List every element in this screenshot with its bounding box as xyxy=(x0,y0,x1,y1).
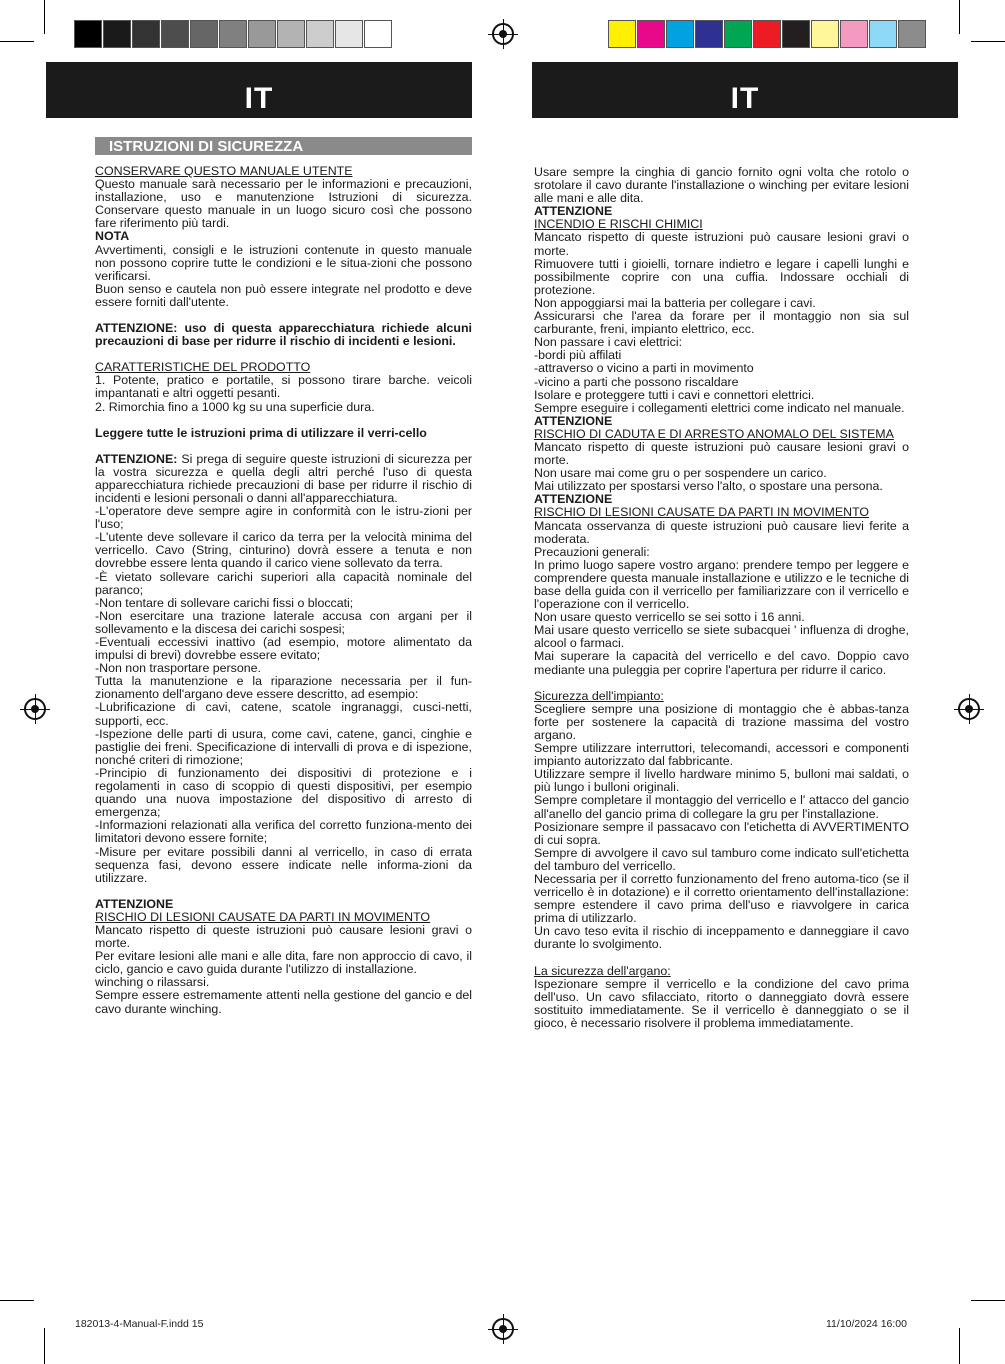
paragraph-text: Si prega di seguire queste istruzioni di sicurezza per la vostra sicurezza e quella degli altri perché l'uso di questa apparecchiatura richiede precauzioni di base per ridurre il rischio di incidenti e lesioni personali o danni all'apparecchiatura. xyxy=(95,451,472,505)
crop-mark xyxy=(971,1300,1005,1301)
color-swatch xyxy=(724,20,752,48)
color-swatch xyxy=(869,20,897,48)
paragraph: Utilizzare sempre il livello hardware minimo 5, bulloni mai saldati, o più lungo i bulloni originali. xyxy=(534,767,909,795)
paragraph: -L'utente deve sollevare il carico da terra per la velocità minima del verricello. Cavo (String, cinturino) dovrà essere a tenuta e non dovrebbe essere lenta quando il carico viene sollevato da terra. xyxy=(95,530,472,571)
paragraph: Precauzioni generali: xyxy=(534,544,650,559)
footer-datetime: 11/10/2024 16:00 xyxy=(826,1318,907,1330)
paragraph: CARATTERISTICHE DEL PRODOTTO xyxy=(95,360,311,375)
paragraph: NOTA xyxy=(95,229,130,244)
paragraph: Posizionare sempre il passacavo con l'etichetta di AVVERTIMENTO di cui sopra. xyxy=(534,819,909,847)
color-swatch xyxy=(637,20,665,48)
color-swatch xyxy=(840,20,868,48)
paragraph: Mancato rispetto di queste istruzioni può causare lesioni gravi o morte. xyxy=(95,922,472,951)
paragraph: -Principio di funzionamento dei dispositivi di protezione e i regolamenti in caso di scoppio di questi dispositivi, per esempio quando una nuova impostazione del dispositivo di arresto di emergenza; xyxy=(95,765,472,820)
registration-mark-icon xyxy=(492,23,514,45)
color-swatch xyxy=(132,20,160,48)
color-swatch xyxy=(306,20,334,48)
color-swatch xyxy=(161,20,189,48)
paragraph: -Non non trasportare persone. xyxy=(95,661,261,676)
language-header-left: IT xyxy=(46,62,472,118)
color-swatch xyxy=(190,20,218,48)
paragraph: 2. Rimorchia fino a 1000 kg su una superficie dura. xyxy=(95,399,375,414)
paragraph: -È vietato sollevare carichi superiori alla capacità nominale del paranco; xyxy=(95,569,472,597)
section-title: ISTRUZIONI DI SICUREZZA xyxy=(95,137,472,155)
paragraph: 1. Potente, pratico e portatile, si possono tirare barche. veicoli impantanati e altri oggetti pesanti. xyxy=(95,373,472,401)
paragraph: Leggere tutte le istruzioni prima di utilizzare il verri-cello xyxy=(95,425,427,440)
paragraph: Mai usare questo verricello se siete subacquei ' influenza di droghe, alcool o farmaci. xyxy=(534,623,909,651)
paragraph: RISCHIO DI CADUTA E DI ARRESTO ANOMALO DEL SISTEMA xyxy=(534,426,894,441)
color-swatch xyxy=(277,20,305,48)
paragraph: Tutta la manutenzione e la riparazione necessaria per il fun-zionamento dell'argano deve essere descritto, ad esempio: xyxy=(95,674,472,702)
color-swatch xyxy=(782,20,810,48)
registration-mark-icon xyxy=(24,698,46,720)
paragraph: Sempre utilizzare interruttori, telecomandi, accessori e componenti impianto autorizzato dal fabbricante. xyxy=(534,741,909,769)
paragraph: RISCHIO DI LESIONI CAUSATE DA PARTI IN MOVIMENTO xyxy=(534,505,870,520)
paragraph: Mancata osservanza di queste istruzioni può causare lievi ferite a moderata. xyxy=(534,518,909,546)
color-swatch xyxy=(248,20,276,48)
paragraph: -L'operatore deve sempre agire in conformità con le istru-zioni per l'uso; xyxy=(95,504,472,532)
paragraph: Un cavo teso evita il rischio di inceppamento e danneggiare il cavo durante lo svolgimento. xyxy=(534,924,909,952)
paragraph: Usare sempre la cinghia di gancio fornito ogni volta che rotolo o srotolare il cavo durante l'installazione o winching per evitare lesioni alle mani e alle dita. xyxy=(534,165,909,206)
paragraph: Non usare questo verricello se sei sotto i 16 anni. xyxy=(534,610,805,625)
paragraph-spacer xyxy=(95,885,472,898)
color-swatch xyxy=(898,20,926,48)
paragraph: Mai superare la capacità del verricello e del cavo. Doppio cavo mediante una puleggia per coprire l'apertura per ridurre il carico. xyxy=(534,649,909,677)
paragraph-spacer xyxy=(534,952,909,965)
registration-mark-icon xyxy=(492,1318,514,1340)
paragraph: Buon senso e cautela non può essere integrate nel prodotto e deve essere forniti dall'utente. xyxy=(95,281,472,309)
paragraph: CONSERVARE QUESTO MANUALE UTENTE xyxy=(95,164,353,178)
paragraph: ATTENZIONE xyxy=(534,204,613,219)
paragraph: Sempre di avvolgere il cavo sul tamburo come indicato sull'etichetta del tamburo del verricello. xyxy=(534,845,909,873)
paragraph: Rimuovere tutti i gioielli, tornare indietro e legare i capelli lunghi e possibilmente coprire con una cuffia. Indossare occhiali di protezione. xyxy=(534,256,909,297)
color-swatch xyxy=(695,20,723,48)
paragraph: Ispezionare sempre il verricello e la condizione del cavo prima dell'uso. Un cavo sfilacciato, ritorto o danneggiato dovrà essere sostituito immediatamente. Se il verricello è danneggiato o se il gioco, è necessario risolvere il problema immediatamente. xyxy=(534,976,909,1030)
language-header-right: IT xyxy=(532,62,958,118)
paragraph: Non appoggiarsi mai la batteria per collegare i cavi. xyxy=(534,295,816,310)
crop-mark xyxy=(0,1300,34,1301)
crop-mark xyxy=(959,1328,960,1364)
crop-mark xyxy=(959,0,960,34)
color-swatch xyxy=(219,20,247,48)
paragraph: RISCHIO DI LESIONI CAUSATE DA PARTI IN MOVIMENTO xyxy=(95,909,431,924)
paragraph: Necessaria per il corretto funzionamento del freno automa-tico (se il verricello è in dotazione) e il corretto orientamento dell'installazione: sempre estendere il cavo prima dell'uso e riavvolgere in carica prima di utilizzarlo. xyxy=(534,871,909,926)
registration-mark-icon xyxy=(958,698,980,720)
paragraph: Mai utilizzato per spostarsi verso l'alto, o spostare una persona. xyxy=(534,479,883,494)
crop-mark xyxy=(0,41,34,42)
paragraph: La sicurezza dell'argano: xyxy=(534,963,671,978)
paragraph-spacer xyxy=(95,414,472,427)
crop-mark xyxy=(44,1328,45,1364)
paragraph: -bordi più affilati xyxy=(534,348,622,363)
paragraph: winching o rilassarsi. xyxy=(95,975,210,990)
color-swatch xyxy=(103,20,131,48)
paragraph: -Non esercitare una trazione laterale accusa con argani per il sollevamento e la discesa dei carichi sospesi; xyxy=(95,608,472,636)
color-swatch xyxy=(666,20,694,48)
paragraph: Sempre completare il montaggio del verricello e l' attacco del gancio all'anello del gancio prima di collegare la gru per l'installazione. xyxy=(534,793,909,821)
paragraph: -Misure per evitare possibili danni al verricello, in caso di errata sequenza fasi, devono essere indicate nelle informa-zioni da utilizzare. xyxy=(95,844,472,885)
paragraph: In primo luogo sapere vostro argano: prendere tempo per leggere e comprendere questa manuale installazione e utilizzo e le tecniche di base della guida con il verricello per familiarizzare con il verricello e l'operazione con il verricello. xyxy=(534,557,909,612)
paragraph: Mancato rispetto di queste istruzioni può causare lesioni gravi o morte. xyxy=(534,230,909,258)
crop-mark xyxy=(971,41,1005,42)
paragraph: Scegliere sempre una posizione di montaggio che è abbas-tanza forte per sostenere la capacità di trazione massima del vostro argano. xyxy=(534,701,909,742)
color-swatch xyxy=(753,20,781,48)
color-swatch xyxy=(608,20,636,48)
paragraph: -Lubrificazione di cavi, catene, scatole ingranaggi, cusci-netti, supporti, ecc. xyxy=(95,700,472,728)
left-text-column xyxy=(95,165,472,1016)
footer-filename: 182013-4-Manual-F.indd 15 xyxy=(75,1318,204,1330)
crop-mark xyxy=(44,0,45,34)
paragraph: Avvertimenti, consigli e le istruzioni contenute in questo manuale non possono coprire tutte le condizioni e le situa-zioni che possono verificarsi. xyxy=(95,242,472,283)
paragraph: -Non tentare di sollevare carichi fissi o bloccati; xyxy=(95,595,354,610)
color-swatch-bar xyxy=(608,20,927,48)
paragraph: -vicino a parti che possono riscaldare xyxy=(534,374,739,389)
paragraph: Mancato rispetto di queste istruzioni può causare lesioni gravi o morte. xyxy=(534,439,909,468)
color-swatch xyxy=(74,20,102,48)
paragraph-spacer xyxy=(534,677,909,690)
paragraph: Questo manuale sarà necessario per le informazioni e precauzioni, installazione, uso e manutenzione Istruzioni di sicurezza. Conservare questo manuale in un luogo sicuro così che possono fare riferimento più tardi. xyxy=(95,177,472,231)
paragraph: Sicurezza dell'impianto: xyxy=(534,688,664,703)
paragraph: Assicurarsi che l'area da forare per il montaggio non sia sul carburante, freni, impianto elettrico, ecc. xyxy=(534,309,909,337)
paragraph: ATTENZIONE xyxy=(534,413,613,428)
paragraph: -Eventuali eccessivi inattivo (ad esempio, motore alimentato da impulsi di brevi) dovrebbe essere evitato; xyxy=(95,635,472,663)
paragraph: -Ispezione delle parti di usura, come cavi, catene, ganci, cinghie e pastiglie dei freni. Specificazione di intervalli di prova e di ispezione, nonché criteri di rimozione; xyxy=(95,726,472,767)
paragraph: Non usare mai come gru o per sospendere un carico. xyxy=(534,466,827,481)
paragraph: -attraverso o vicino a parti in movimento xyxy=(534,361,754,376)
paragraph: Non passare i cavi elettrici: xyxy=(534,335,683,350)
paragraph: -Informazioni relazionati alla verifica del corretto funziona-mento dei limitatori devono essere fornite; xyxy=(95,818,472,846)
color-swatch xyxy=(364,20,392,48)
gray-swatch-bar xyxy=(74,20,393,48)
color-swatch xyxy=(811,20,839,48)
paragraph: INCENDIO E RISCHI CHIMICI xyxy=(534,217,703,232)
paragraph: ATTENZIONE xyxy=(534,492,613,507)
paragraph: ATTENZIONE xyxy=(95,896,174,911)
paragraph: Isolare e proteggere tutti i cavi e connettori elettrici. xyxy=(534,387,815,402)
paragraph: ATTENZIONE: uso di questa apparecchiatura richiede alcuni precauzioni di base per ridurre il rischio di incidenti e lesioni. xyxy=(95,321,472,349)
right-text-column xyxy=(534,166,909,1030)
paragraph: Per evitare lesioni alle mani e alle dita, fare non approccio di cavo, il ciclo, gancio e cavo guida durante l'utilizzo di installazione. xyxy=(95,949,472,977)
warning-lead: ATTENZIONE: xyxy=(95,451,178,466)
paragraph xyxy=(95,453,472,505)
paragraph: Sempre essere estremamente attenti nella gestione del gancio e del cavo durante winching. xyxy=(95,988,472,1016)
paragraph: Sempre eseguire i collegamenti elettrici come indicato nel manuale. xyxy=(534,400,905,415)
color-swatch xyxy=(335,20,363,48)
